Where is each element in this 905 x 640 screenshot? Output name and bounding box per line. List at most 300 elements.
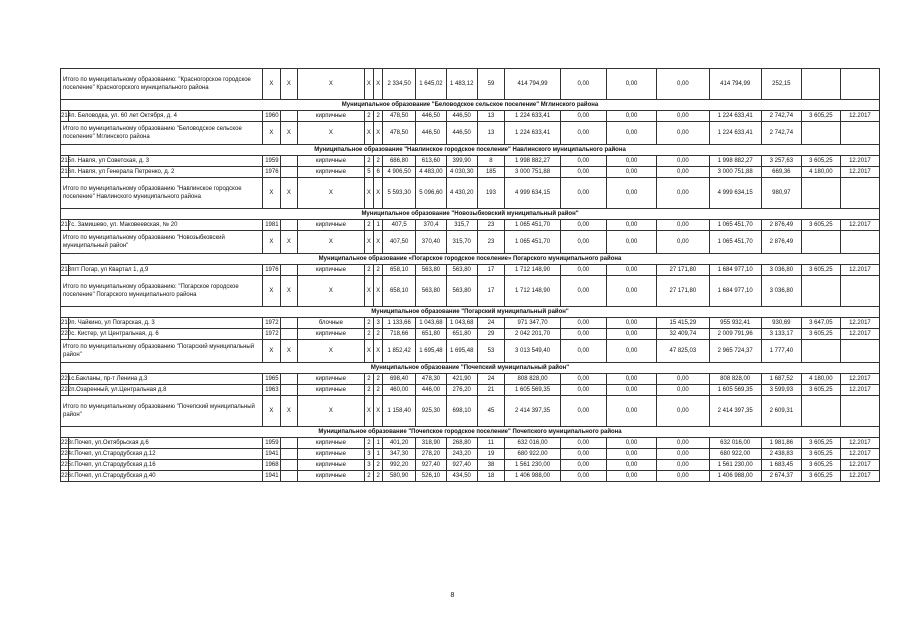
cell-cost-per-m2: 3 599,93 <box>761 385 801 396</box>
cell-area-residential: 927,40 <box>446 460 477 471</box>
cell-residents: 19 <box>477 449 505 460</box>
cell-cost-per-m2: 1 777,40 <box>761 340 801 363</box>
cell-entrances: 6 <box>374 167 383 178</box>
cell-residents: 11 <box>477 438 505 449</box>
cell-year: 1960 <box>263 111 280 122</box>
cell-blank <box>280 385 297 396</box>
cell-year: 1959 <box>263 438 280 449</box>
cell-material: X <box>298 276 365 307</box>
cell-floors: 2 <box>364 318 373 329</box>
cell-cost-total: 3 000 751,88 <box>505 167 560 178</box>
cell-max-cost: 4 180,00 <box>801 374 840 385</box>
cell-num: 216 <box>61 167 69 178</box>
cell-cost-total: 1 065 451,70 <box>505 220 560 231</box>
cell-fund-owners: 955 932,41 <box>709 318 761 329</box>
cell-area-residential: 651,80 <box>446 329 477 340</box>
subtotal-row <box>61 122 880 145</box>
cell-deadline: 12.2017 <box>840 438 879 449</box>
cell-cost-per-m2: 3 257,63 <box>761 156 801 167</box>
cell-residents: 18 <box>477 471 505 482</box>
cell-address: г.Почеп, ул.Стародубская д.40 <box>69 471 263 482</box>
cell-num: 217 <box>61 220 69 231</box>
cell-material: X <box>298 340 365 363</box>
cell-address: г.Почеп, ул.Стародубская д.16 <box>69 460 263 471</box>
cell-area-living: 1 043,68 <box>416 318 447 329</box>
cell-material: кирпичные <box>298 167 365 178</box>
cell-num: 222 <box>61 385 69 396</box>
cell-deadline: 12.2017 <box>840 471 879 482</box>
cell-area-residential: 1 483,12 <box>446 69 477 100</box>
cell-fund-regional: 0,00 <box>606 374 656 385</box>
cell-deadline: 12.2017 <box>840 385 879 396</box>
cell-blank <box>280 265 297 276</box>
cell-cost-per-m2: 3 036,80 <box>761 276 801 307</box>
cell-entrances: 2 <box>374 471 383 482</box>
cell-area-residential: 399,90 <box>446 156 477 167</box>
cell-fund-owners: 1 561 230,00 <box>709 460 761 471</box>
cell-blank <box>280 167 297 178</box>
cell-year: X <box>263 276 280 307</box>
cell-area-residential: 315,70 <box>446 231 477 254</box>
cell-fund-regional: 0,00 <box>606 122 656 145</box>
cell-area-total: 718,66 <box>383 329 416 340</box>
cell-cost-per-m2: 930,69 <box>761 318 801 329</box>
cell-blank <box>280 374 297 385</box>
cell-max-cost: 3 605,25 <box>801 438 840 449</box>
cell-cost-total: 808 828,00 <box>505 374 560 385</box>
cell-cost-per-m2: 1 687,52 <box>761 374 801 385</box>
cell-area-residential: 4 430,20 <box>446 178 477 209</box>
cell-year: 1965 <box>263 374 280 385</box>
cell-year: 1972 <box>263 329 280 340</box>
cell-year: 1981 <box>263 220 280 231</box>
cell-material: X <box>298 396 365 427</box>
cell-floors: X <box>364 69 373 100</box>
municipality-header: Муниципальное образование "Новозыбковский муниципальный район" <box>61 209 880 220</box>
cell-floors: X <box>364 122 373 145</box>
cell-blank <box>280 471 297 482</box>
cell-fund-local: 0,00 <box>657 220 709 231</box>
cell-entrances: 3 <box>374 318 383 329</box>
cell-deadline <box>840 396 879 427</box>
cell-material: кирпичные <box>298 449 365 460</box>
cell-address: с. Кистер, ул Центральная, д. 6 <box>69 329 263 340</box>
cell-fund-federal: 0,00 <box>560 220 606 231</box>
cell-max-cost <box>801 340 840 363</box>
municipality-header-row <box>61 209 880 220</box>
cell-area-living: 563,80 <box>416 265 447 276</box>
cell-address: с.Бакланы, пр-т Ленина д.3 <box>69 374 263 385</box>
cell-cost-total: 414 794,99 <box>505 69 560 100</box>
cell-year: 1972 <box>263 318 280 329</box>
cell-fund-federal: 0,00 <box>560 396 606 427</box>
cell-fund-federal: 0,00 <box>560 276 606 307</box>
cell-floors: 2 <box>364 471 373 482</box>
building-row <box>61 220 880 231</box>
cell-fund-owners: 1 684 977,10 <box>709 276 761 307</box>
cell-area-living: 563,80 <box>416 276 447 307</box>
cell-fund-federal: 0,00 <box>560 449 606 460</box>
cell-fund-regional: 0,00 <box>606 460 656 471</box>
cell-residents: 13 <box>477 111 505 122</box>
cell-entrances: X <box>374 178 383 209</box>
cell-blank <box>280 318 297 329</box>
cell-cost-per-m2: 2 742,74 <box>761 111 801 122</box>
cell-fund-federal: 0,00 <box>560 69 606 100</box>
cell-fund-federal: 0,00 <box>560 329 606 340</box>
cell-fund-regional: 0,00 <box>606 231 656 254</box>
cell-fund-owners: 1 684 977,10 <box>709 265 761 276</box>
cell-deadline <box>840 231 879 254</box>
cell-cost-total: 1 224 633,41 <box>505 111 560 122</box>
cell-fund-owners: 2 009 791,96 <box>709 329 761 340</box>
cell-address: с. Замишево, ул. Маковеевская, № 20 <box>69 220 263 231</box>
cell-fund-owners: 1 224 633,41 <box>709 111 761 122</box>
cell-area-living: 1 695,48 <box>416 340 447 363</box>
cell-fund-regional: 0,00 <box>606 385 656 396</box>
cell-year: X <box>263 231 280 254</box>
municipality-header: Муниципальное образование «Погарское городское поселение» Погарского муниципального района <box>61 254 880 265</box>
cell-area-living: 925,30 <box>416 396 447 427</box>
cell-material: X <box>298 231 365 254</box>
cell-material: кирпичные <box>298 374 365 385</box>
cell-area-residential: 268,80 <box>446 438 477 449</box>
cell-residents: 8 <box>477 156 505 167</box>
cell-area-residential: 446,50 <box>446 122 477 145</box>
cell-fund-owners: 2 965 724,37 <box>709 340 761 363</box>
cell-cost-per-m2: 252,15 <box>761 69 801 100</box>
cell-area-living: 446,00 <box>416 385 447 396</box>
cell-material: кирпичные <box>298 265 365 276</box>
cell-year: 1959 <box>263 156 280 167</box>
cell-cost-total: 632 016,00 <box>505 438 560 449</box>
cell-cost-total: 1 605 569,35 <box>505 385 560 396</box>
cell-material: кирпичные <box>298 385 365 396</box>
cell-cost-total: 2 042 201,70 <box>505 329 560 340</box>
cell-max-cost: 3 605,25 <box>801 111 840 122</box>
cell-fund-local: 0,00 <box>657 231 709 254</box>
cell-material: блочные <box>298 318 365 329</box>
cell-fund-regional: 0,00 <box>606 265 656 276</box>
cell-num: 223 <box>61 438 69 449</box>
cell-year: X <box>263 69 280 100</box>
cell-residents: 17 <box>477 265 505 276</box>
cell-cost-per-m2: 2 609,31 <box>761 396 801 427</box>
cell-cost-total: 1 712 148,90 <box>505 265 560 276</box>
cell-blank: X <box>280 69 297 100</box>
cell-fund-federal: 0,00 <box>560 460 606 471</box>
cell-blank: X <box>280 396 297 427</box>
cell-address: п. Чайкино, ул Погарская, д. 3 <box>69 318 263 329</box>
cell-area-total: 478,50 <box>383 111 416 122</box>
municipality-header: Муниципальное образование "Погарский муниципальный район" <box>61 307 880 318</box>
cell-cost-total: 680 922,00 <box>505 449 560 460</box>
cell-fund-owners: 632 016,00 <box>709 438 761 449</box>
cell-cost-per-m2: 2 876,49 <box>761 220 801 231</box>
cell-area-total: 478,50 <box>383 122 416 145</box>
cell-fund-federal: 0,00 <box>560 231 606 254</box>
cell-area-total: 407,5 <box>383 220 416 231</box>
cell-entrances: 2 <box>374 460 383 471</box>
cell-num: 226 <box>61 471 69 482</box>
cell-cost-total: 2 414 397,35 <box>505 396 560 427</box>
cell-residents: 53 <box>477 340 505 363</box>
cell-floors: X <box>364 396 373 427</box>
cell-floors: X <box>364 276 373 307</box>
cell-blank: X <box>280 122 297 145</box>
cell-residents: 23 <box>477 231 505 254</box>
subtotal-row <box>61 396 880 427</box>
cell-area-total: 686,80 <box>383 156 416 167</box>
cell-deadline: 12.2017 <box>840 329 879 340</box>
cell-entrances: X <box>374 122 383 145</box>
cell-num: 220 <box>61 329 69 340</box>
cell-num: 219 <box>61 318 69 329</box>
cell-address: Итого по муниципальному образованию "Новозыбковский муниципальный район" <box>61 231 263 254</box>
cell-area-living: 613,60 <box>416 156 447 167</box>
cell-residents: 185 <box>477 167 505 178</box>
cell-cost-per-m2: 1 683,45 <box>761 460 801 471</box>
cell-floors: 2 <box>364 329 373 340</box>
cell-fund-local: 27 171,80 <box>657 265 709 276</box>
cell-area-residential: 446,50 <box>446 111 477 122</box>
cell-max-cost: 3 605,25 <box>801 156 840 167</box>
building-row <box>61 438 880 449</box>
cell-area-living: 446,50 <box>416 111 447 122</box>
cell-max-cost <box>801 276 840 307</box>
subtotal-row <box>61 231 880 254</box>
cell-fund-local: 0,00 <box>657 374 709 385</box>
cell-deadline <box>840 340 879 363</box>
cell-cost-total: 971 347,70 <box>505 318 560 329</box>
cell-address: п. Навля, ул Советская, д. 3 <box>69 156 263 167</box>
cell-entrances: X <box>374 276 383 307</box>
cell-blank: X <box>280 231 297 254</box>
municipality-header: Муниципальное образование "Беловодское сельское поселение" Мглинского района <box>61 100 880 111</box>
cell-address: п. Навля, ул Генерала Петренко, д. 2 <box>69 167 263 178</box>
cell-floors: 2 <box>364 156 373 167</box>
cell-area-living: 370,40 <box>416 231 447 254</box>
cell-entrances: 2 <box>374 385 383 396</box>
cell-area-residential: 4 030,30 <box>446 167 477 178</box>
cell-area-residential: 1 695,48 <box>446 340 477 363</box>
municipality-header: Муниципальное образование "Почепский муниципальный район" <box>61 363 880 374</box>
cell-fund-local: 0,00 <box>657 471 709 482</box>
cell-residents: 24 <box>477 374 505 385</box>
cell-address: Итого по муниципальному образованию "Навлинское городское поселение" Навлинского муниципального района <box>61 178 263 209</box>
cell-cost-per-m2: 980,97 <box>761 178 801 209</box>
cell-area-total: 4 906,50 <box>383 167 416 178</box>
cell-material: кирпичные <box>298 471 365 482</box>
building-row <box>61 471 880 482</box>
cell-fund-owners: 4 999 634,15 <box>709 178 761 209</box>
building-row <box>61 460 880 471</box>
cell-area-living: 318,90 <box>416 438 447 449</box>
cell-area-total: 992,20 <box>383 460 416 471</box>
building-row <box>61 111 880 122</box>
cell-residents: 23 <box>477 220 505 231</box>
cell-area-residential: 1 043,68 <box>446 318 477 329</box>
cell-cost-per-m2: 2 876,49 <box>761 231 801 254</box>
cell-area-total: 5 593,30 <box>383 178 416 209</box>
cell-cost-total: 1 065 451,70 <box>505 231 560 254</box>
cell-cost-total: 1 224 633,41 <box>505 122 560 145</box>
building-row <box>61 167 880 178</box>
cell-area-living: 1 645,02 <box>416 69 447 100</box>
cell-area-total: 407,50 <box>383 231 416 254</box>
municipality-header-row <box>61 145 880 156</box>
cell-area-living: 4 483,00 <box>416 167 447 178</box>
cell-num: 224 <box>61 449 69 460</box>
cell-cost-per-m2: 2 742,74 <box>761 122 801 145</box>
subtotal-row <box>61 178 880 209</box>
cell-entrances: X <box>374 340 383 363</box>
cell-max-cost: 3 605,25 <box>801 265 840 276</box>
cell-fund-federal: 0,00 <box>560 167 606 178</box>
cell-max-cost <box>801 178 840 209</box>
cell-cost-per-m2: 2 438,83 <box>761 449 801 460</box>
cell-max-cost: 3 605,25 <box>801 460 840 471</box>
cell-address: Итого по муниципальному образованию: "Погарское городское поселение" Погарского муниципального района <box>61 276 263 307</box>
cell-cost-total: 1 406 988,00 <box>505 471 560 482</box>
cell-fund-local: 0,00 <box>657 178 709 209</box>
cell-address: п. Беловодка, ул. 60 лет Октября, д. 4 <box>69 111 263 122</box>
cell-blank: X <box>280 340 297 363</box>
cell-fund-federal: 0,00 <box>560 111 606 122</box>
building-row <box>61 329 880 340</box>
cell-fund-regional: 0,00 <box>606 167 656 178</box>
cell-fund-regional: 0,00 <box>606 329 656 340</box>
cell-material: X <box>298 69 365 100</box>
cell-max-cost: 3 605,25 <box>801 220 840 231</box>
building-row <box>61 385 880 396</box>
cell-deadline: 12.2017 <box>840 449 879 460</box>
cell-floors: 2 <box>364 111 373 122</box>
cell-cost-total: 1 561 230,00 <box>505 460 560 471</box>
cell-entrances: 1 <box>374 220 383 231</box>
cell-num: 218 <box>61 265 69 276</box>
cell-floors: 2 <box>364 438 373 449</box>
cell-area-total: 1 133,66 <box>383 318 416 329</box>
cell-fund-regional: 0,00 <box>606 276 656 307</box>
cell-blank: X <box>280 178 297 209</box>
cell-entrances: 2 <box>374 374 383 385</box>
subtotal-row <box>61 276 880 307</box>
cell-entrances: 1 <box>374 438 383 449</box>
cell-area-total: 401,20 <box>383 438 416 449</box>
cell-area-residential: 698,10 <box>446 396 477 427</box>
cell-fund-regional: 0,00 <box>606 69 656 100</box>
cell-year: X <box>263 122 280 145</box>
cell-floors: 2 <box>364 220 373 231</box>
cell-floors: 5 <box>364 167 373 178</box>
municipality-header-row <box>61 100 880 111</box>
cell-area-residential: 276,20 <box>446 385 477 396</box>
cell-material: кирпичные <box>298 220 365 231</box>
cell-floors: 3 <box>364 449 373 460</box>
cell-fund-federal: 0,00 <box>560 471 606 482</box>
cell-entrances: 1 <box>374 449 383 460</box>
cell-area-residential: 434,50 <box>446 471 477 482</box>
cell-deadline: 12.2017 <box>840 220 879 231</box>
cell-area-total: 347,30 <box>383 449 416 460</box>
cell-area-living: 478,30 <box>416 374 447 385</box>
cell-address: г.Почеп, ул.Стародубская д.12 <box>69 449 263 460</box>
cell-blank <box>280 111 297 122</box>
cell-year: X <box>263 178 280 209</box>
cell-fund-local: 15 415,29 <box>657 318 709 329</box>
cell-deadline: 12.2017 <box>840 111 879 122</box>
cell-num: 225 <box>61 460 69 471</box>
repair-program-table <box>60 68 880 482</box>
cell-area-total: 2 334,50 <box>383 69 416 100</box>
cell-year: 1963 <box>263 385 280 396</box>
cell-deadline <box>840 69 879 100</box>
cell-address: г.Почеп, ул.Октябрьская д.6 <box>69 438 263 449</box>
cell-blank <box>280 220 297 231</box>
cell-max-cost <box>801 122 840 145</box>
cell-fund-owners: 2 414 397,35 <box>709 396 761 427</box>
cell-fund-owners: 414 794,99 <box>709 69 761 100</box>
cell-cost-per-m2: 3 133,17 <box>761 329 801 340</box>
cell-entrances: X <box>374 231 383 254</box>
cell-area-residential: 315,7 <box>446 220 477 231</box>
cell-fund-regional: 0,00 <box>606 156 656 167</box>
cell-deadline <box>840 276 879 307</box>
cell-max-cost: 3 605,25 <box>801 471 840 482</box>
cell-year: X <box>263 396 280 427</box>
cell-area-living: 927,40 <box>416 460 447 471</box>
municipality-header-row <box>61 254 880 265</box>
cell-material: X <box>298 122 365 145</box>
cell-material: X <box>298 178 365 209</box>
building-row <box>61 318 880 329</box>
cell-fund-federal: 0,00 <box>560 178 606 209</box>
cell-fund-federal: 0,00 <box>560 385 606 396</box>
cell-fund-local: 0,00 <box>657 438 709 449</box>
cell-floors: X <box>364 178 373 209</box>
cell-num: 221 <box>61 374 69 385</box>
cell-fund-local: 0,00 <box>657 460 709 471</box>
cell-area-residential: 421,90 <box>446 374 477 385</box>
cell-residents: 59 <box>477 69 505 100</box>
cell-fund-local: 27 171,80 <box>657 276 709 307</box>
municipality-header: Муниципальное образование "Почепское городское поселение" Почепского муниципального района <box>61 427 880 438</box>
cell-blank <box>280 329 297 340</box>
cell-material: кирпичные <box>298 111 365 122</box>
cell-area-living: 526,10 <box>416 471 447 482</box>
cell-residents: 29 <box>477 329 505 340</box>
cell-fund-regional: 0,00 <box>606 220 656 231</box>
cell-blank <box>280 156 297 167</box>
cell-area-living: 651,80 <box>416 329 447 340</box>
cell-num: 215 <box>61 156 69 167</box>
cell-fund-owners: 1 605 569,35 <box>709 385 761 396</box>
cell-address: пгт Погар, ул Квартал 1, д.9 <box>69 265 263 276</box>
cell-fund-owners: 3 000 751,88 <box>709 167 761 178</box>
cell-blank: X <box>280 276 297 307</box>
cell-residents: 24 <box>477 318 505 329</box>
cell-deadline <box>840 178 879 209</box>
cell-fund-local: 0,00 <box>657 396 709 427</box>
cell-deadline: 12.2017 <box>840 460 879 471</box>
cell-cost-total: 4 999 634,15 <box>505 178 560 209</box>
cell-fund-local: 0,00 <box>657 385 709 396</box>
cell-fund-regional: 0,00 <box>606 396 656 427</box>
cell-cost-per-m2: 3 036,80 <box>761 265 801 276</box>
cell-deadline: 12.2017 <box>840 167 879 178</box>
cell-cost-total: 1 712 148,90 <box>505 276 560 307</box>
